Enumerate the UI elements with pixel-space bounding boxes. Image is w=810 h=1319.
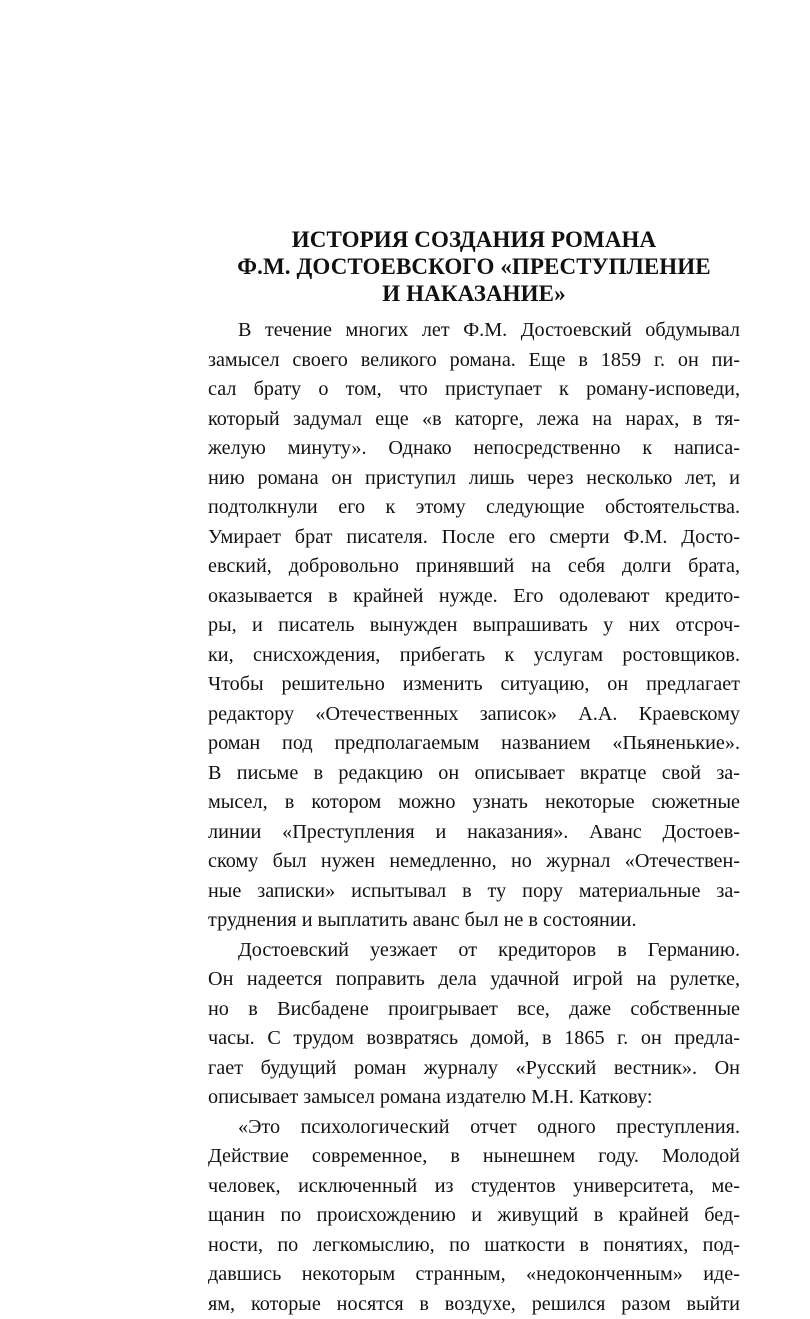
text-line: давшись некоторым странным, «недоконченным» иде-	[208, 1260, 740, 1290]
text-line: линии «Преступления и наказания». Аванс Достоев-	[208, 818, 740, 848]
text-line: роман под предполагаемым названием «Пьяненькие».	[208, 729, 740, 759]
text-line: редактору «Отечественных записок» А.А. Краевскому	[208, 700, 740, 730]
text-line: ки, снисхождения, прибегать к услугам ростовщиков.	[208, 641, 740, 671]
text-line: ности, по легкомыслию, по шаткости в понятиях, под-	[208, 1231, 740, 1261]
text-line: который задумал еще «в каторге, лежа на нарах, в тя-	[208, 405, 740, 435]
text-line: описывает замысел романа издателю М.Н. Каткову:	[208, 1083, 740, 1113]
text-line: Умирает брат писателя. После его смерти Ф.М. Досто-	[208, 523, 740, 553]
text-line: Действие современное, в нынешнем году. Молодой	[208, 1142, 740, 1172]
text-line: оказывается в крайней нужде. Его одолевают кредито-	[208, 582, 740, 612]
text-line: щанин по происхождению и живущий в крайней бед-	[208, 1201, 740, 1231]
text-line: замысел своего великого романа. Еще в 1859 г. он пи-	[208, 346, 740, 376]
text-line: ям, которые носятся в воздухе, решился разом выйти	[208, 1290, 740, 1319]
text-line: часы. С трудом возвратясь домой, в 1865 г. он предла-	[208, 1024, 740, 1054]
text-line: желую минуту». Однако непосредственно к написа-	[208, 434, 740, 464]
text-line: человек, исключенный из студентов университета, ме-	[208, 1172, 740, 1202]
chapter-title-line: ИСТОРИЯ СОЗДАНИЯ РОМАНА	[208, 226, 740, 253]
text-line: ные записки» испытывал в ту пору материальные за-	[208, 877, 740, 907]
body-text	[208, 316, 740, 1319]
text-line: В течение многих лет Ф.М. Достоевский обдумывал	[208, 316, 740, 346]
chapter-title	[208, 226, 740, 307]
text-line: гает будущий роман журналу «Русский вестник». Он	[208, 1054, 740, 1084]
text-line: сал брату о том, что приступает к роману-исповеди,	[208, 375, 740, 405]
chapter-title-line: И НАКАЗАНИЕ»	[208, 280, 740, 307]
text-line: В письме в редакцию он описывает вкратце свой за-	[208, 759, 740, 789]
paragraph	[208, 936, 740, 1113]
text-line: Чтобы решительно изменить ситуацию, он предлагает	[208, 670, 740, 700]
text-line: ры, и писатель вынужден выпрашивать у них отсроч-	[208, 611, 740, 641]
text-line: скому был нужен немедленно, но журнал «Отечествен-	[208, 847, 740, 877]
paragraph	[208, 316, 740, 936]
chapter-title-line: Ф.М. ДОСТОЕВСКОГО «ПРЕСТУПЛЕНИЕ	[208, 253, 740, 280]
text-line: подтолкнули его к этому следующие обстоятельства.	[208, 493, 740, 523]
text-line: Он надеется поправить дела удачной игрой на рулетке,	[208, 965, 740, 995]
paragraph	[208, 1113, 740, 1319]
text-line: труднения и выплатить аванс был не в состоянии.	[208, 906, 740, 936]
text-line: Достоевский уезжает от кредиторов в Германию.	[208, 936, 740, 966]
text-line: «Это психологический отчет одного преступления.	[208, 1113, 740, 1143]
text-line: евский, добровольно принявший на себя долги брата,	[208, 552, 740, 582]
text-line: мысел, в котором можно узнать некоторые сюжетные	[208, 788, 740, 818]
text-line: нию романа он приступил лишь через несколько лет, и	[208, 464, 740, 494]
text-line: но в Висбадене проигрывает все, даже собственные	[208, 995, 740, 1025]
